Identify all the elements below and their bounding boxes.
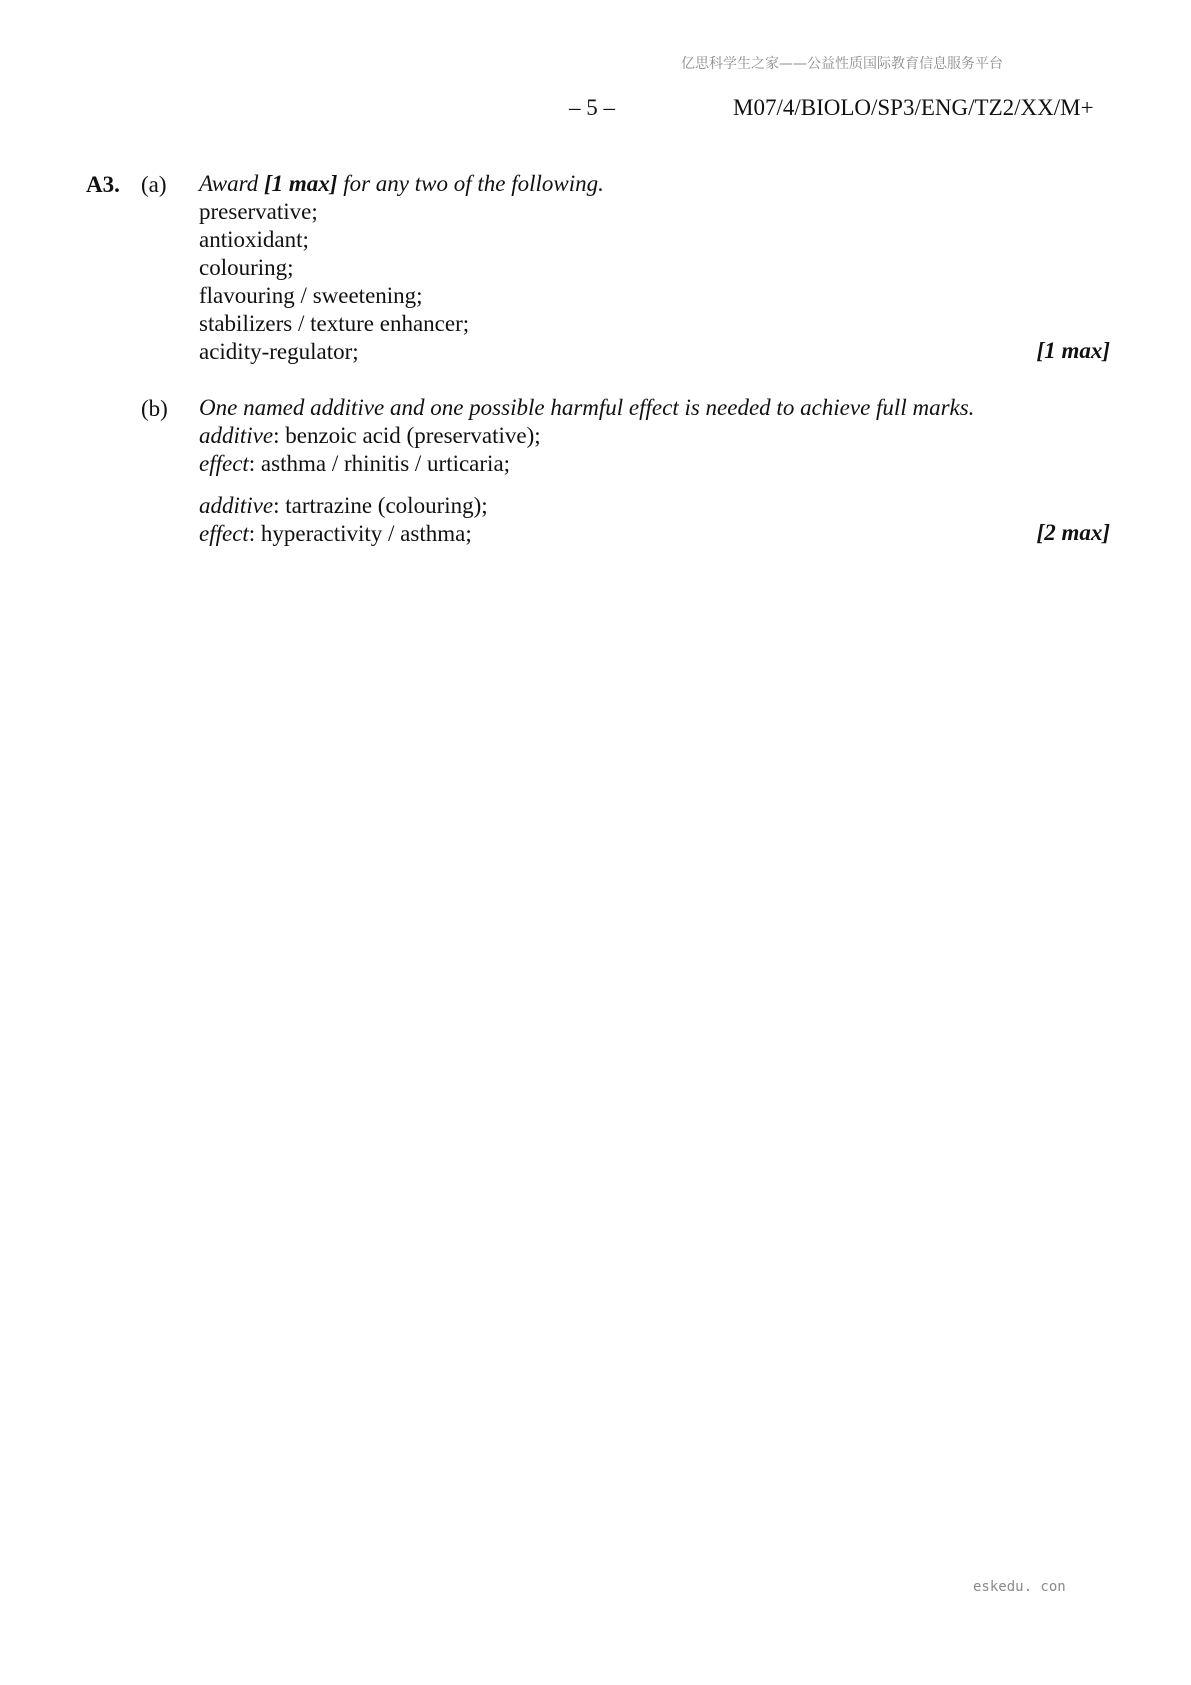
additive-line <box>199 492 488 520</box>
additive-value: : tartrazine (colouring); <box>273 493 488 518</box>
instruction-marks: [1 max] <box>263 171 338 196</box>
answer-item: stabilizers / texture enhancer; <box>199 311 470 336</box>
effect-line <box>199 520 472 548</box>
document-code: M07/4/BIOLO/SP3/ENG/TZ2/XX/M+ <box>733 95 1094 120</box>
instruction-pre: Award <box>199 171 264 196</box>
part-b-marks: [2 max] <box>1036 520 1110 545</box>
answer-item: colouring; <box>199 255 294 280</box>
part-b-instruction: One named additive and one possible harmful effect is needed to achieve full marks. <box>199 395 975 420</box>
part-a-label: (a) <box>141 172 167 197</box>
instruction-post: for any two of the following. <box>337 171 604 196</box>
effect-key: effect <box>199 521 249 546</box>
part-a-marks: [1 max] <box>1036 338 1110 363</box>
additive-key: additive <box>199 423 274 448</box>
effect-line <box>199 450 510 478</box>
part-a-instruction <box>199 170 604 198</box>
additive-line <box>199 422 541 450</box>
additive-key: additive <box>199 493 274 518</box>
question-number: A3. <box>86 172 120 197</box>
effect-value: : hyperactivity / asthma; <box>248 521 472 546</box>
page-number: – 5 – <box>569 95 615 120</box>
additive-value: : benzoic acid (preservative); <box>273 423 541 448</box>
effect-value: : asthma / rhinitis / urticaria; <box>248 451 511 476</box>
footer-watermark: eskedu. con <box>973 1579 1066 1595</box>
header-watermark: 亿思科学生之家——公益性质国际教育信息服务平台 <box>681 56 1003 72</box>
answer-item: acidity-regulator; <box>199 339 359 364</box>
effect-key: effect <box>199 451 249 476</box>
answer-item: flavouring / sweetening; <box>199 283 423 308</box>
answer-item: preservative; <box>199 199 318 224</box>
part-b-label: (b) <box>141 396 168 421</box>
answer-item: antioxidant; <box>199 227 309 252</box>
